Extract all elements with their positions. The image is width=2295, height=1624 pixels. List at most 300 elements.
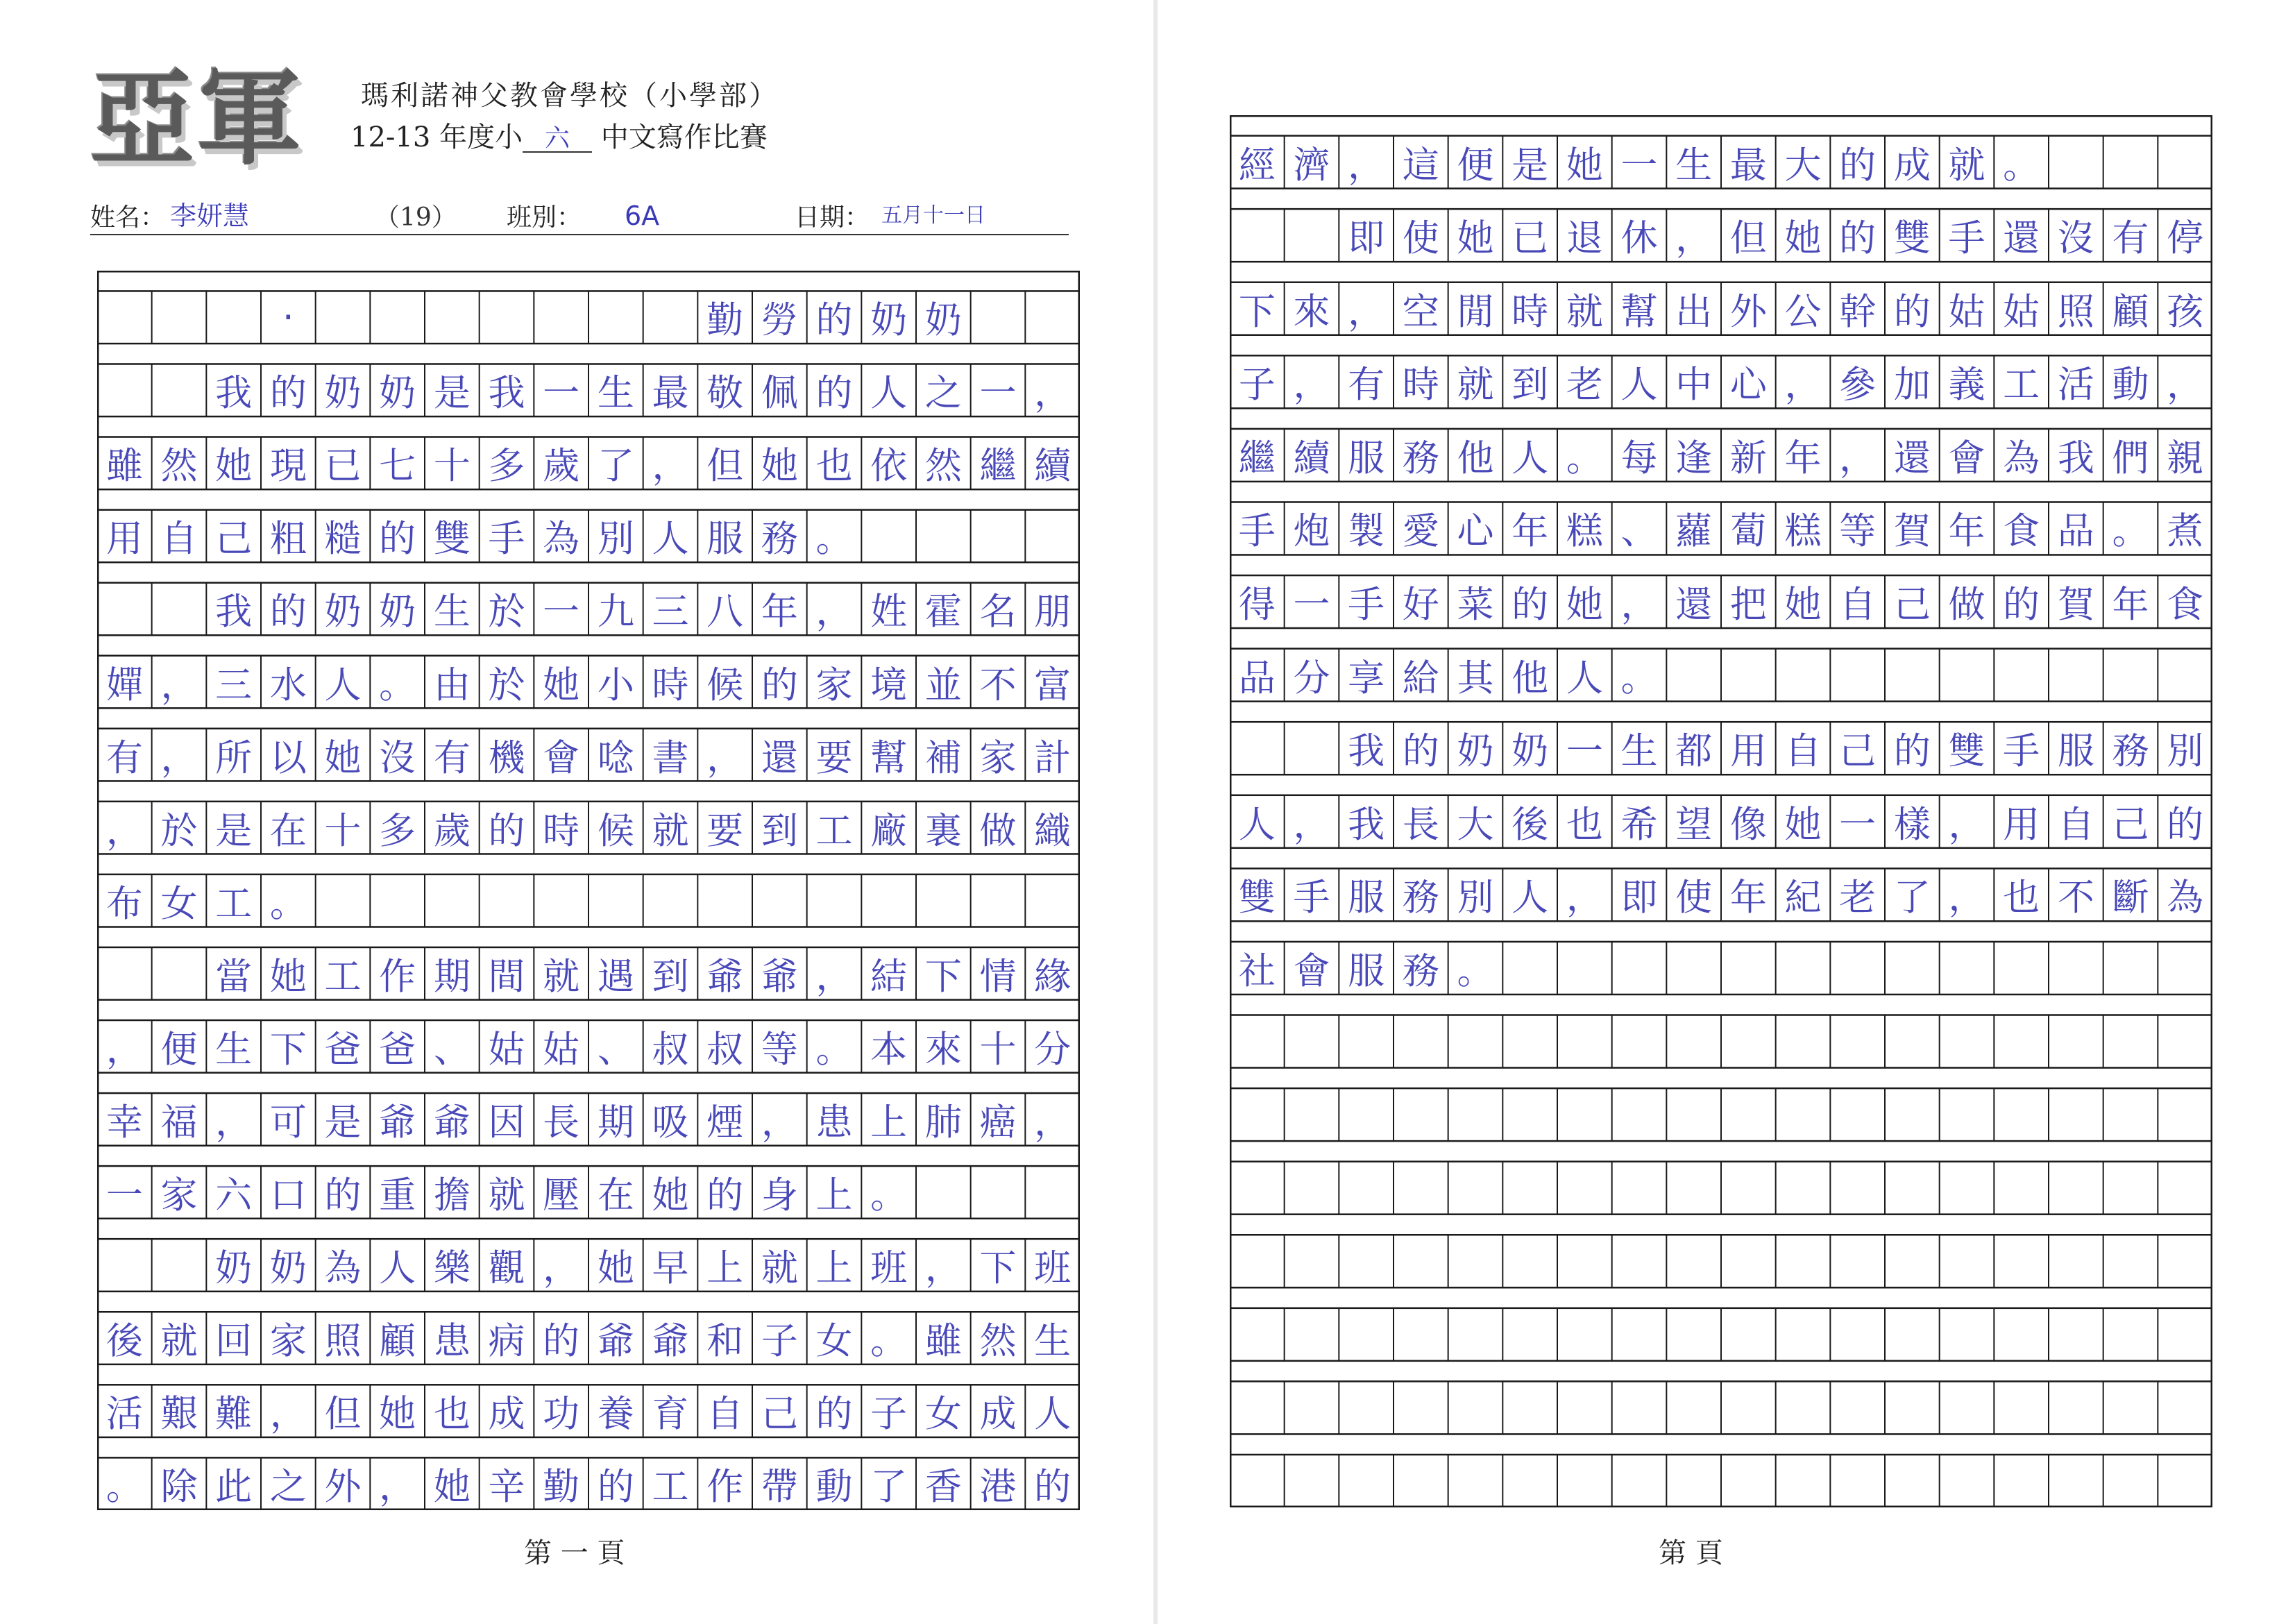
left-grid-char: 當 xyxy=(215,955,253,998)
left-grid-char: 回 xyxy=(215,1320,253,1363)
date-value: 五月十一日 xyxy=(881,203,985,228)
right-grid-char: 務 xyxy=(2112,730,2149,773)
left-grid-char: 重 xyxy=(379,1174,416,1217)
left-grid-char: 了 xyxy=(870,1466,908,1509)
left-grid-char: 名 xyxy=(979,591,1017,634)
right-grid-char: 一 xyxy=(1293,584,1330,627)
right-grid-char: 空 xyxy=(1402,290,1439,333)
right-grid-char: 自 xyxy=(1784,730,1822,773)
right-grid-char: 她 xyxy=(1566,584,1603,627)
left-grid-char: 粗 xyxy=(269,518,307,561)
left-grid-char: 爺 xyxy=(379,1101,416,1144)
left-grid-char: 早 xyxy=(652,1247,689,1289)
right-grid-char: 把 xyxy=(1729,584,1767,627)
right-grid-char: 親 xyxy=(2167,437,2204,480)
left-grid-char: 情 xyxy=(979,955,1017,998)
right-page-number: 第 頁 xyxy=(1659,1537,1723,1569)
right-grid-char: 公 xyxy=(1784,290,1822,333)
right-grid-char: 蘿 xyxy=(1675,510,1713,553)
right-grid-char: 都 xyxy=(1675,730,1713,773)
left-grid-char: 所 xyxy=(215,736,253,779)
right-grid-char: 她 xyxy=(1566,144,1603,187)
left-grid-char: 工 xyxy=(652,1466,689,1509)
right-grid-char: 照 xyxy=(2057,290,2094,333)
left-grid-char: 的 xyxy=(324,1174,362,1217)
right-grid-char: 愛 xyxy=(1402,510,1439,553)
left-grid-char: 。 xyxy=(870,1174,908,1217)
right-grid-char: 服 xyxy=(1348,949,1385,992)
left-grid-char: 然 xyxy=(979,1320,1017,1363)
left-grid-char: 雖 xyxy=(924,1320,962,1363)
right-grid-char: 的 xyxy=(1893,730,1931,773)
left-grid-char: ， xyxy=(652,445,689,488)
right-grid-char: 經 xyxy=(1238,144,1276,187)
left-grid-char: 爸 xyxy=(379,1028,416,1071)
left-grid-char: 境 xyxy=(870,663,908,707)
left-grid-char: 計 xyxy=(1034,736,1072,779)
left-grid-char: 人 xyxy=(652,518,689,561)
left-grid-char: 以 xyxy=(269,736,307,779)
left-grid-char: 依 xyxy=(870,445,908,488)
right-grid-char: 。 xyxy=(2003,144,2040,187)
left-grid-char: 勞 xyxy=(761,299,798,342)
right-grid-char: 年 xyxy=(1948,510,1985,553)
right-grid-char: 就 xyxy=(1566,290,1603,333)
left-grid-char: 工 xyxy=(815,809,853,852)
right-grid-char: 我 xyxy=(1348,803,1385,846)
right-grid-char: 幫 xyxy=(1620,290,1658,333)
left-grid-char: ， xyxy=(815,591,853,634)
left-grid-char: 和 xyxy=(706,1320,744,1363)
right-grid-char: 也 xyxy=(1566,803,1603,846)
left-grid-char: 十 xyxy=(324,809,362,852)
left-grid-char: ， xyxy=(761,1101,798,1144)
right-grid-char: ， xyxy=(1839,437,1877,480)
contest-title xyxy=(350,121,836,153)
right-grid-char: 們 xyxy=(2112,437,2149,480)
right-grid-char: 心 xyxy=(1729,364,1767,407)
left-grid-char: 福 xyxy=(160,1101,198,1144)
right-grid-char: 自 xyxy=(1839,584,1877,627)
right-grid-char: 品 xyxy=(2057,510,2094,553)
left-grid-char: 。 xyxy=(870,1320,908,1363)
left-grid-char: 做 xyxy=(979,809,1017,852)
right-grid-char: 。 xyxy=(1620,657,1658,700)
left-grid-char: 遇 xyxy=(597,955,634,998)
left-grid-char: 到 xyxy=(761,809,798,852)
right-grid-char: 使 xyxy=(1402,217,1439,260)
right-grid-char: 為 xyxy=(2167,877,2204,920)
left-grid-char: 家 xyxy=(269,1320,307,1363)
left-grid-char: 已 xyxy=(324,445,362,488)
right-grid-char: 人 xyxy=(1566,657,1603,700)
right-grid-char: 的 xyxy=(2167,803,2204,846)
right-grid-char: 雙 xyxy=(1948,730,1985,773)
left-grid-char: 癌 xyxy=(979,1101,1017,1144)
left-grid-char: 十 xyxy=(979,1028,1017,1071)
left-grid-char: 後 xyxy=(105,1320,143,1363)
left-grid-char: 我 xyxy=(488,372,525,415)
left-grid-char: 爺 xyxy=(597,1320,634,1363)
right-grid-char: 加 xyxy=(1893,364,1931,407)
left-grid-char: 的 xyxy=(379,518,416,561)
right-grid-char: 會 xyxy=(1293,949,1330,992)
right-grid-char: 。 xyxy=(1566,437,1603,480)
left-grid-char: 下 xyxy=(269,1028,307,1071)
left-grid-char: 別 xyxy=(597,518,634,561)
left-grid-char: ， xyxy=(160,736,198,779)
left-grid-char: 有 xyxy=(433,736,471,779)
left-grid-char: 裏 xyxy=(924,809,962,852)
right-grid-char: 來 xyxy=(1293,290,1330,333)
left-grid-char: 多 xyxy=(379,809,416,852)
right-grid-char: 奶 xyxy=(1511,730,1549,773)
right-grid-char: 會 xyxy=(1948,437,1985,480)
right-grid-char: 生 xyxy=(1675,144,1713,187)
left-grid-char: 就 xyxy=(160,1320,198,1363)
right-grid-char: 奶 xyxy=(1457,730,1494,773)
left-grid-char: 便 xyxy=(160,1028,198,1071)
right-grid-char: 使 xyxy=(1675,877,1713,920)
right-grid-char: 自 xyxy=(2057,803,2094,846)
right-grid-char: 品 xyxy=(1238,657,1276,700)
left-grid-char: ， xyxy=(706,736,744,779)
right-grid-char: 已 xyxy=(1511,217,1549,260)
left-grid-char: 除 xyxy=(160,1466,198,1509)
right-grid-char: 用 xyxy=(1729,730,1767,773)
right-grid-char: 務 xyxy=(1402,877,1439,920)
right-grid-char: 望 xyxy=(1675,803,1713,846)
left-grid-char: 務 xyxy=(761,518,798,561)
left-grid-char: 奶 xyxy=(924,299,962,342)
left-grid-char: 己 xyxy=(215,518,253,561)
right-grid-char: 雙 xyxy=(1893,217,1931,260)
left-grid-char: 一 xyxy=(105,1174,143,1217)
left-grid-char: 於 xyxy=(488,591,525,634)
right-grid-char: 為 xyxy=(2003,437,2040,480)
right-grid-char: 姑 xyxy=(1948,290,1985,333)
right-grid-char: 的 xyxy=(1511,584,1549,627)
right-grid-char: 時 xyxy=(1511,290,1549,333)
left-grid-char: 育 xyxy=(652,1393,689,1436)
left-grid-char: 我 xyxy=(215,372,253,415)
right-grid-char: 享 xyxy=(1348,657,1385,700)
left-grid-char: 上 xyxy=(815,1247,853,1289)
left-grid-char: 奶 xyxy=(324,372,362,415)
right-grid-char: 、 xyxy=(1620,510,1658,553)
right-grid-char: 新 xyxy=(1729,437,1767,480)
left-grid-char: 工 xyxy=(324,955,362,998)
right-grid-char: 他 xyxy=(1457,437,1494,480)
left-grid-char: 可 xyxy=(269,1101,307,1144)
left-grid-char: 等 xyxy=(761,1028,798,1071)
left-grid-char: 叔 xyxy=(652,1028,689,1071)
left-grid-char: 奶 xyxy=(870,299,908,342)
left-grid-char: 奶 xyxy=(269,1247,307,1289)
right-grid-char: 斷 xyxy=(2112,877,2149,920)
left-grid-char: 生 xyxy=(597,372,634,415)
right-grid-char: 的 xyxy=(1402,730,1439,773)
left-grid-char: 上 xyxy=(870,1101,908,1144)
left-grid-char: 作 xyxy=(379,955,416,998)
right-grid-char: 人 xyxy=(1511,877,1549,920)
class-value: 6A xyxy=(625,201,660,231)
left-grid-char: 在 xyxy=(597,1174,634,1217)
right-grid-char: 人 xyxy=(1238,803,1276,846)
left-grid-char: ， xyxy=(160,663,198,707)
right-grid-char: 己 xyxy=(1893,584,1931,627)
left-grid-char: 的 xyxy=(597,1466,634,1509)
right-grid-char: 有 xyxy=(1348,364,1385,407)
left-grid-char: 歲 xyxy=(543,445,580,488)
right-grid-char: 服 xyxy=(2057,730,2094,773)
left-grid-char: 自 xyxy=(706,1393,744,1436)
left-grid-char: 她 xyxy=(652,1174,689,1217)
right-grid-char: ， xyxy=(1620,584,1658,627)
left-grid-char: 艱 xyxy=(160,1393,198,1436)
left-grid-char: 班 xyxy=(870,1247,908,1289)
left-grid-char: ， xyxy=(1034,372,1072,415)
right-grid-char: 長 xyxy=(1402,803,1439,846)
right-grid-char: 孩 xyxy=(2167,290,2204,333)
left-grid-char: 爺 xyxy=(706,955,744,998)
left-grid-char: 身 xyxy=(761,1174,798,1217)
right-grid-char: 活 xyxy=(2057,364,2094,407)
left-grid-char: ， xyxy=(815,955,853,998)
left-grid-char: ， xyxy=(215,1101,253,1144)
right-grid-char: ， xyxy=(1293,803,1330,846)
left-writing-grid xyxy=(97,271,1080,1510)
right-grid-char: 的 xyxy=(1893,290,1931,333)
left-grid-char: 動 xyxy=(815,1466,853,1509)
right-grid-char: ， xyxy=(1948,877,1985,920)
left-grid-char: 本 xyxy=(870,1028,908,1071)
right-grid-char: 還 xyxy=(1893,437,1931,480)
right-grid-char: 老 xyxy=(1839,877,1877,920)
left-grid-char: 的 xyxy=(543,1320,580,1363)
left-grid-char: 顧 xyxy=(379,1320,416,1363)
left-grid-char: 港 xyxy=(979,1466,1017,1509)
left-grid-char: 三 xyxy=(215,663,253,707)
left-grid-char: 爺 xyxy=(652,1320,689,1363)
right-grid-char: 年 xyxy=(1784,437,1822,480)
right-grid-char: 不 xyxy=(2057,877,2094,920)
right-grid-char: 大 xyxy=(1784,144,1822,187)
right-grid-char: 年 xyxy=(2112,584,2149,627)
right-grid-char: 每 xyxy=(1620,437,1658,480)
right-grid-char: 有 xyxy=(2112,217,2149,260)
right-grid-char: 別 xyxy=(2167,730,2204,773)
left-grid-char: 。 xyxy=(269,882,307,925)
left-grid-char: 爺 xyxy=(433,1101,471,1144)
left-grid-char: 家 xyxy=(979,736,1017,779)
left-grid-char: 嬋 xyxy=(105,663,143,707)
right-grid-char: 也 xyxy=(2003,877,2040,920)
left-grid-char: 女 xyxy=(924,1393,962,1436)
left-grid-char: 朋 xyxy=(1034,591,1072,634)
right-grid-char: 到 xyxy=(1511,364,1549,407)
right-grid-char: 停 xyxy=(2167,217,2204,260)
left-grid-char: 就 xyxy=(488,1174,525,1217)
right-grid-char: 老 xyxy=(1566,364,1603,407)
right-grid-char: 我 xyxy=(2057,437,2094,480)
left-grid-char: 織 xyxy=(1034,809,1072,852)
right-grid-char: 沒 xyxy=(2057,217,2094,260)
left-grid-char: 沒 xyxy=(379,736,416,779)
left-grid-char: 照 xyxy=(324,1320,362,1363)
left-grid-char: 七 xyxy=(379,445,416,488)
left-grid-char: 成 xyxy=(488,1393,525,1436)
right-grid-char: 服 xyxy=(1348,877,1385,920)
right-grid-char: 己 xyxy=(1839,730,1877,773)
right-grid-char: 紀 xyxy=(1784,877,1822,920)
left-grid-char: 間 xyxy=(488,955,525,998)
left-grid-char: 子 xyxy=(761,1320,798,1363)
left-grid-char: 姑 xyxy=(543,1028,580,1071)
left-grid-char: 。 xyxy=(815,1028,853,1071)
left-grid-char: 奶 xyxy=(379,591,416,634)
left-grid-char: 生 xyxy=(1034,1320,1072,1363)
right-grid-char: 蔔 xyxy=(1729,510,1767,553)
left-grid-char: ， xyxy=(105,809,143,852)
left-grid-char: 現 xyxy=(269,445,307,488)
left-grid-char: 工 xyxy=(215,882,253,925)
left-grid-char: 。 xyxy=(379,663,416,707)
left-grid-char: 辛 xyxy=(488,1466,525,1509)
right-grid-char: 續 xyxy=(1293,437,1330,480)
left-grid-char: ， xyxy=(543,1247,580,1289)
left-grid-char: 、 xyxy=(433,1028,471,1071)
grade-field: 六 xyxy=(523,126,592,153)
right-grid-char: 後 xyxy=(1511,803,1549,846)
left-grid-char: 廠 xyxy=(870,809,908,852)
right-grid-char: 即 xyxy=(1348,217,1385,260)
name-value: 李妍慧 xyxy=(170,201,250,231)
right-grid-char: 其 xyxy=(1457,657,1494,700)
left-grid-char: 。 xyxy=(105,1466,143,1509)
right-grid-char: 即 xyxy=(1620,877,1658,920)
left-grid-char: ， xyxy=(1034,1101,1072,1144)
left-grid-char: 奶 xyxy=(379,372,416,415)
right-grid-char: 下 xyxy=(1238,290,1276,333)
right-grid-char: 人 xyxy=(1620,364,1658,407)
right-grid-char: 繼 xyxy=(1238,437,1276,480)
right-grid-char: 時 xyxy=(1402,364,1439,407)
left-grid-char: 她 xyxy=(324,736,362,779)
left-grid-char: 繼 xyxy=(979,445,1017,488)
left-grid-char: 奶 xyxy=(215,1247,253,1289)
right-grid-char: 逢 xyxy=(1675,437,1713,480)
left-grid-char: 歲 xyxy=(433,809,471,852)
right-grid-char: 糕 xyxy=(1566,510,1603,553)
left-grid-char: 最 xyxy=(652,372,689,415)
left-grid-char: 香 xyxy=(924,1466,962,1509)
right-grid-char: ， xyxy=(1784,364,1822,407)
left-grid-char: 手 xyxy=(488,518,525,561)
student-number: （19） xyxy=(375,203,457,232)
left-grid-char: 女 xyxy=(160,882,198,925)
left-grid-char: 會 xyxy=(543,736,580,779)
left-grid-char: 。 xyxy=(815,518,853,561)
left-grid-char: 爸 xyxy=(324,1028,362,1071)
right-grid-char: 子 xyxy=(1238,364,1276,407)
left-page-number: 第 一 頁 xyxy=(524,1537,625,1569)
left-grid-char: 於 xyxy=(488,663,525,707)
right-grid-char: 出 xyxy=(1675,290,1713,333)
left-grid-char: 要 xyxy=(815,736,853,779)
left-grid-char: 一 xyxy=(979,372,1017,415)
left-grid-char: ， xyxy=(269,1393,307,1436)
left-grid-char: 但 xyxy=(324,1393,362,1436)
right-grid-char: 雙 xyxy=(1238,877,1276,920)
left-grid-char: 此 xyxy=(215,1466,253,1509)
left-grid-char: 女 xyxy=(815,1320,853,1363)
left-grid-char: 候 xyxy=(597,809,634,852)
right-grid-char: 製 xyxy=(1348,510,1385,553)
left-grid-char: 為 xyxy=(324,1247,362,1289)
left-grid-char: 也 xyxy=(815,445,853,488)
right-grid-char: 年 xyxy=(1729,877,1767,920)
left-grid-char: 叔 xyxy=(706,1028,744,1071)
left-grid-char: 了 xyxy=(597,445,634,488)
left-grid-char: 因 xyxy=(488,1101,525,1144)
left-grid-char: 下 xyxy=(924,955,962,998)
right-grid-char: 社 xyxy=(1238,949,1276,992)
right-grid-char: 她 xyxy=(1784,217,1822,260)
left-grid-char: 的 xyxy=(269,372,307,415)
left-grid-char: 書 xyxy=(652,736,689,779)
left-grid-char: 為 xyxy=(543,518,580,561)
left-grid-char: 九 xyxy=(597,591,634,634)
name-label: 姓名： xyxy=(90,203,166,232)
left-grid-char: 佩 xyxy=(761,372,798,415)
left-grid-char: 之 xyxy=(269,1466,307,1509)
right-grid-char: 手 xyxy=(2003,730,2040,773)
right-grid-char: ， xyxy=(1566,877,1603,920)
left-grid-char: 上 xyxy=(706,1247,744,1289)
left-grid-char: 服 xyxy=(706,518,744,561)
left-grid-char: 雖 xyxy=(105,445,143,488)
right-grid-char: ， xyxy=(1675,217,1713,260)
right-grid-char: 顧 xyxy=(2112,290,2149,333)
left-grid-char: 還 xyxy=(761,736,798,779)
right-grid-char: ， xyxy=(1348,290,1385,333)
left-grid-char: 六 xyxy=(215,1174,253,1217)
left-grid-char: 班 xyxy=(1034,1247,1072,1289)
left-grid-char: 病 xyxy=(488,1320,525,1363)
right-grid-char: 這 xyxy=(1402,144,1439,187)
left-grid-char: 吸 xyxy=(652,1101,689,1144)
right-grid-char: 手 xyxy=(1293,877,1330,920)
left-grid-char: 然 xyxy=(924,445,962,488)
right-grid-char: 一 xyxy=(1620,144,1658,187)
left-grid-char: 的 xyxy=(706,1174,744,1217)
right-grid-char: 閒 xyxy=(1457,290,1494,333)
left-grid-char: 到 xyxy=(652,955,689,998)
right-grid-char: 年 xyxy=(1511,510,1549,553)
left-grid-char: 之 xyxy=(924,372,962,415)
left-grid-char: 自 xyxy=(160,518,198,561)
left-grid-char: 的 xyxy=(269,591,307,634)
right-grid-char: 就 xyxy=(1948,144,1985,187)
left-grid-char: 患 xyxy=(815,1101,853,1144)
left-grid-char: 子 xyxy=(870,1393,908,1436)
left-grid-char: 候 xyxy=(706,663,744,707)
left-grid-char: 布 xyxy=(105,882,143,925)
left-grid-char: 成 xyxy=(979,1393,1017,1436)
left-grid-char: 唸 xyxy=(597,736,634,779)
left-grid-char: 是 xyxy=(324,1101,362,1144)
